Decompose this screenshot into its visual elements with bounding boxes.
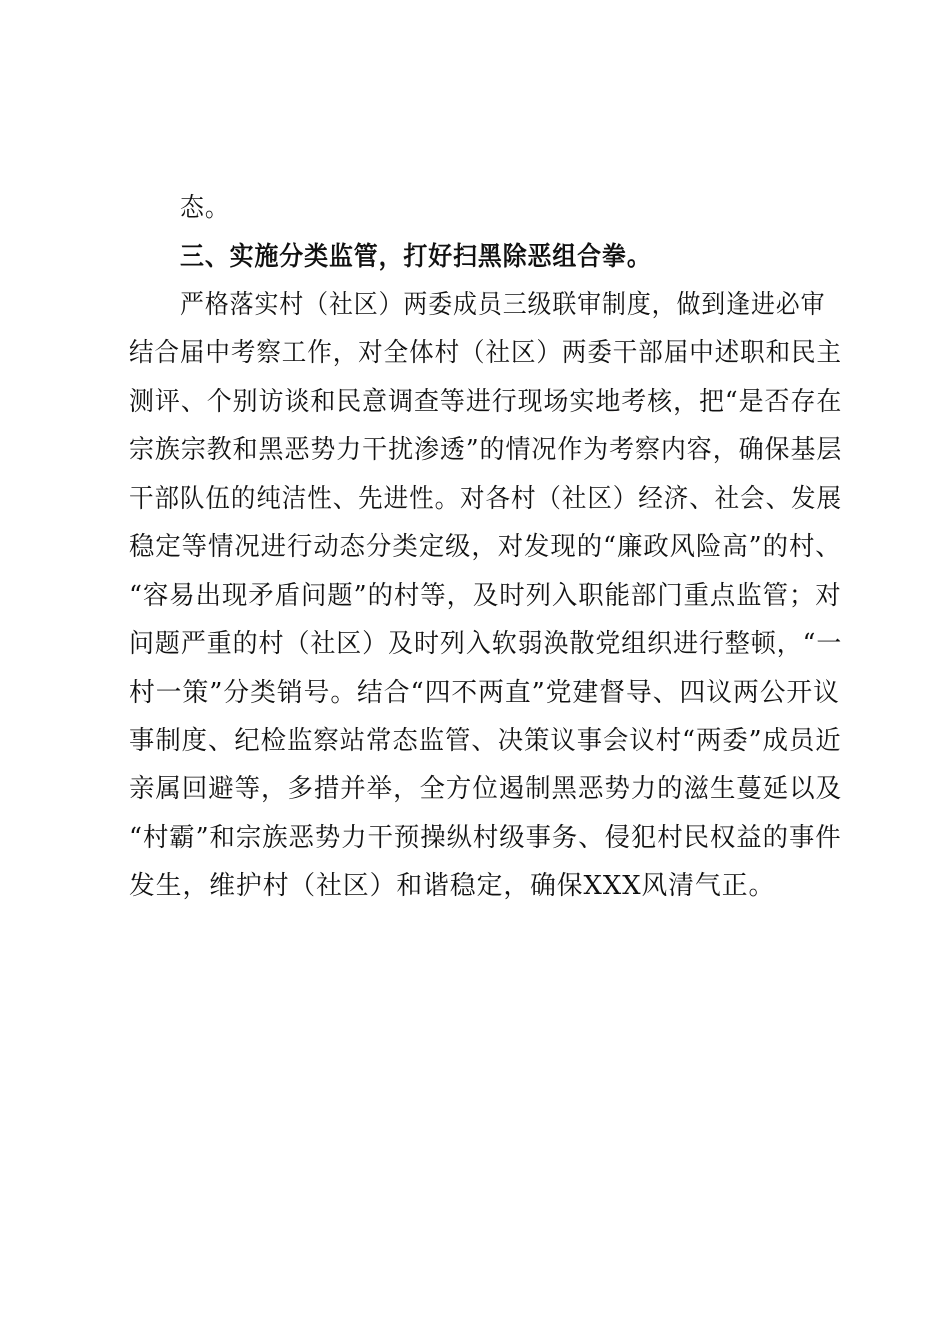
paragraph-line: 宗族宗教和黑恶势力干扰渗透”的情况作为考察内容，确保基层: [129, 435, 843, 465]
paragraph-line: 严格落实村（社区）两委成员三级联审制度，做到逢进必审: [180, 290, 826, 320]
paragraph-line: 结合届中考察工作，对全体村（社区）两委干部届中述职和民主: [129, 338, 842, 368]
paragraph-line: 村一策”分类销号。结合“四不两直”党建督导、四议两公开议: [129, 678, 840, 708]
paragraph-line: “容易出现矛盾问题”的村等，及时列入职能部门重点监管；对: [129, 581, 842, 611]
paragraph-line: 事制度、纪检监察站常态监管、决策议事会议村“两委”成员近: [129, 726, 842, 756]
paragraph-line: 稳定等情况进行动态分类定级，对发现的“廉政风险高”的村、: [129, 532, 842, 562]
paragraph-line: 亲属回避等，多措并举，全方位遏制黑恶势力的滋生蔓延以及: [129, 774, 843, 804]
paragraph-line: 态。: [180, 193, 230, 223]
paragraph-line: 测评、个别访谈和民意调查等进行现场实地考核，把“是否存在: [129, 387, 843, 417]
paragraph-line: 发生，维护村（社区）和谐稳定，确保XXX风清气正。: [129, 871, 776, 901]
paragraph-line: “村霸”和宗族恶势力干预操纵村级事务、侵犯村民权益的事件: [129, 823, 842, 853]
paragraph-line: 问题严重的村（社区）及时列入软弱涣散党组织进行整顿，“一: [129, 629, 843, 659]
paragraph-line: 干部队伍的纯洁性、先进性。对各村（社区）经济、社会、发展: [129, 484, 842, 514]
section-heading: 三、实施分类监管，打好扫黑除恶组合拳。: [180, 242, 652, 272]
